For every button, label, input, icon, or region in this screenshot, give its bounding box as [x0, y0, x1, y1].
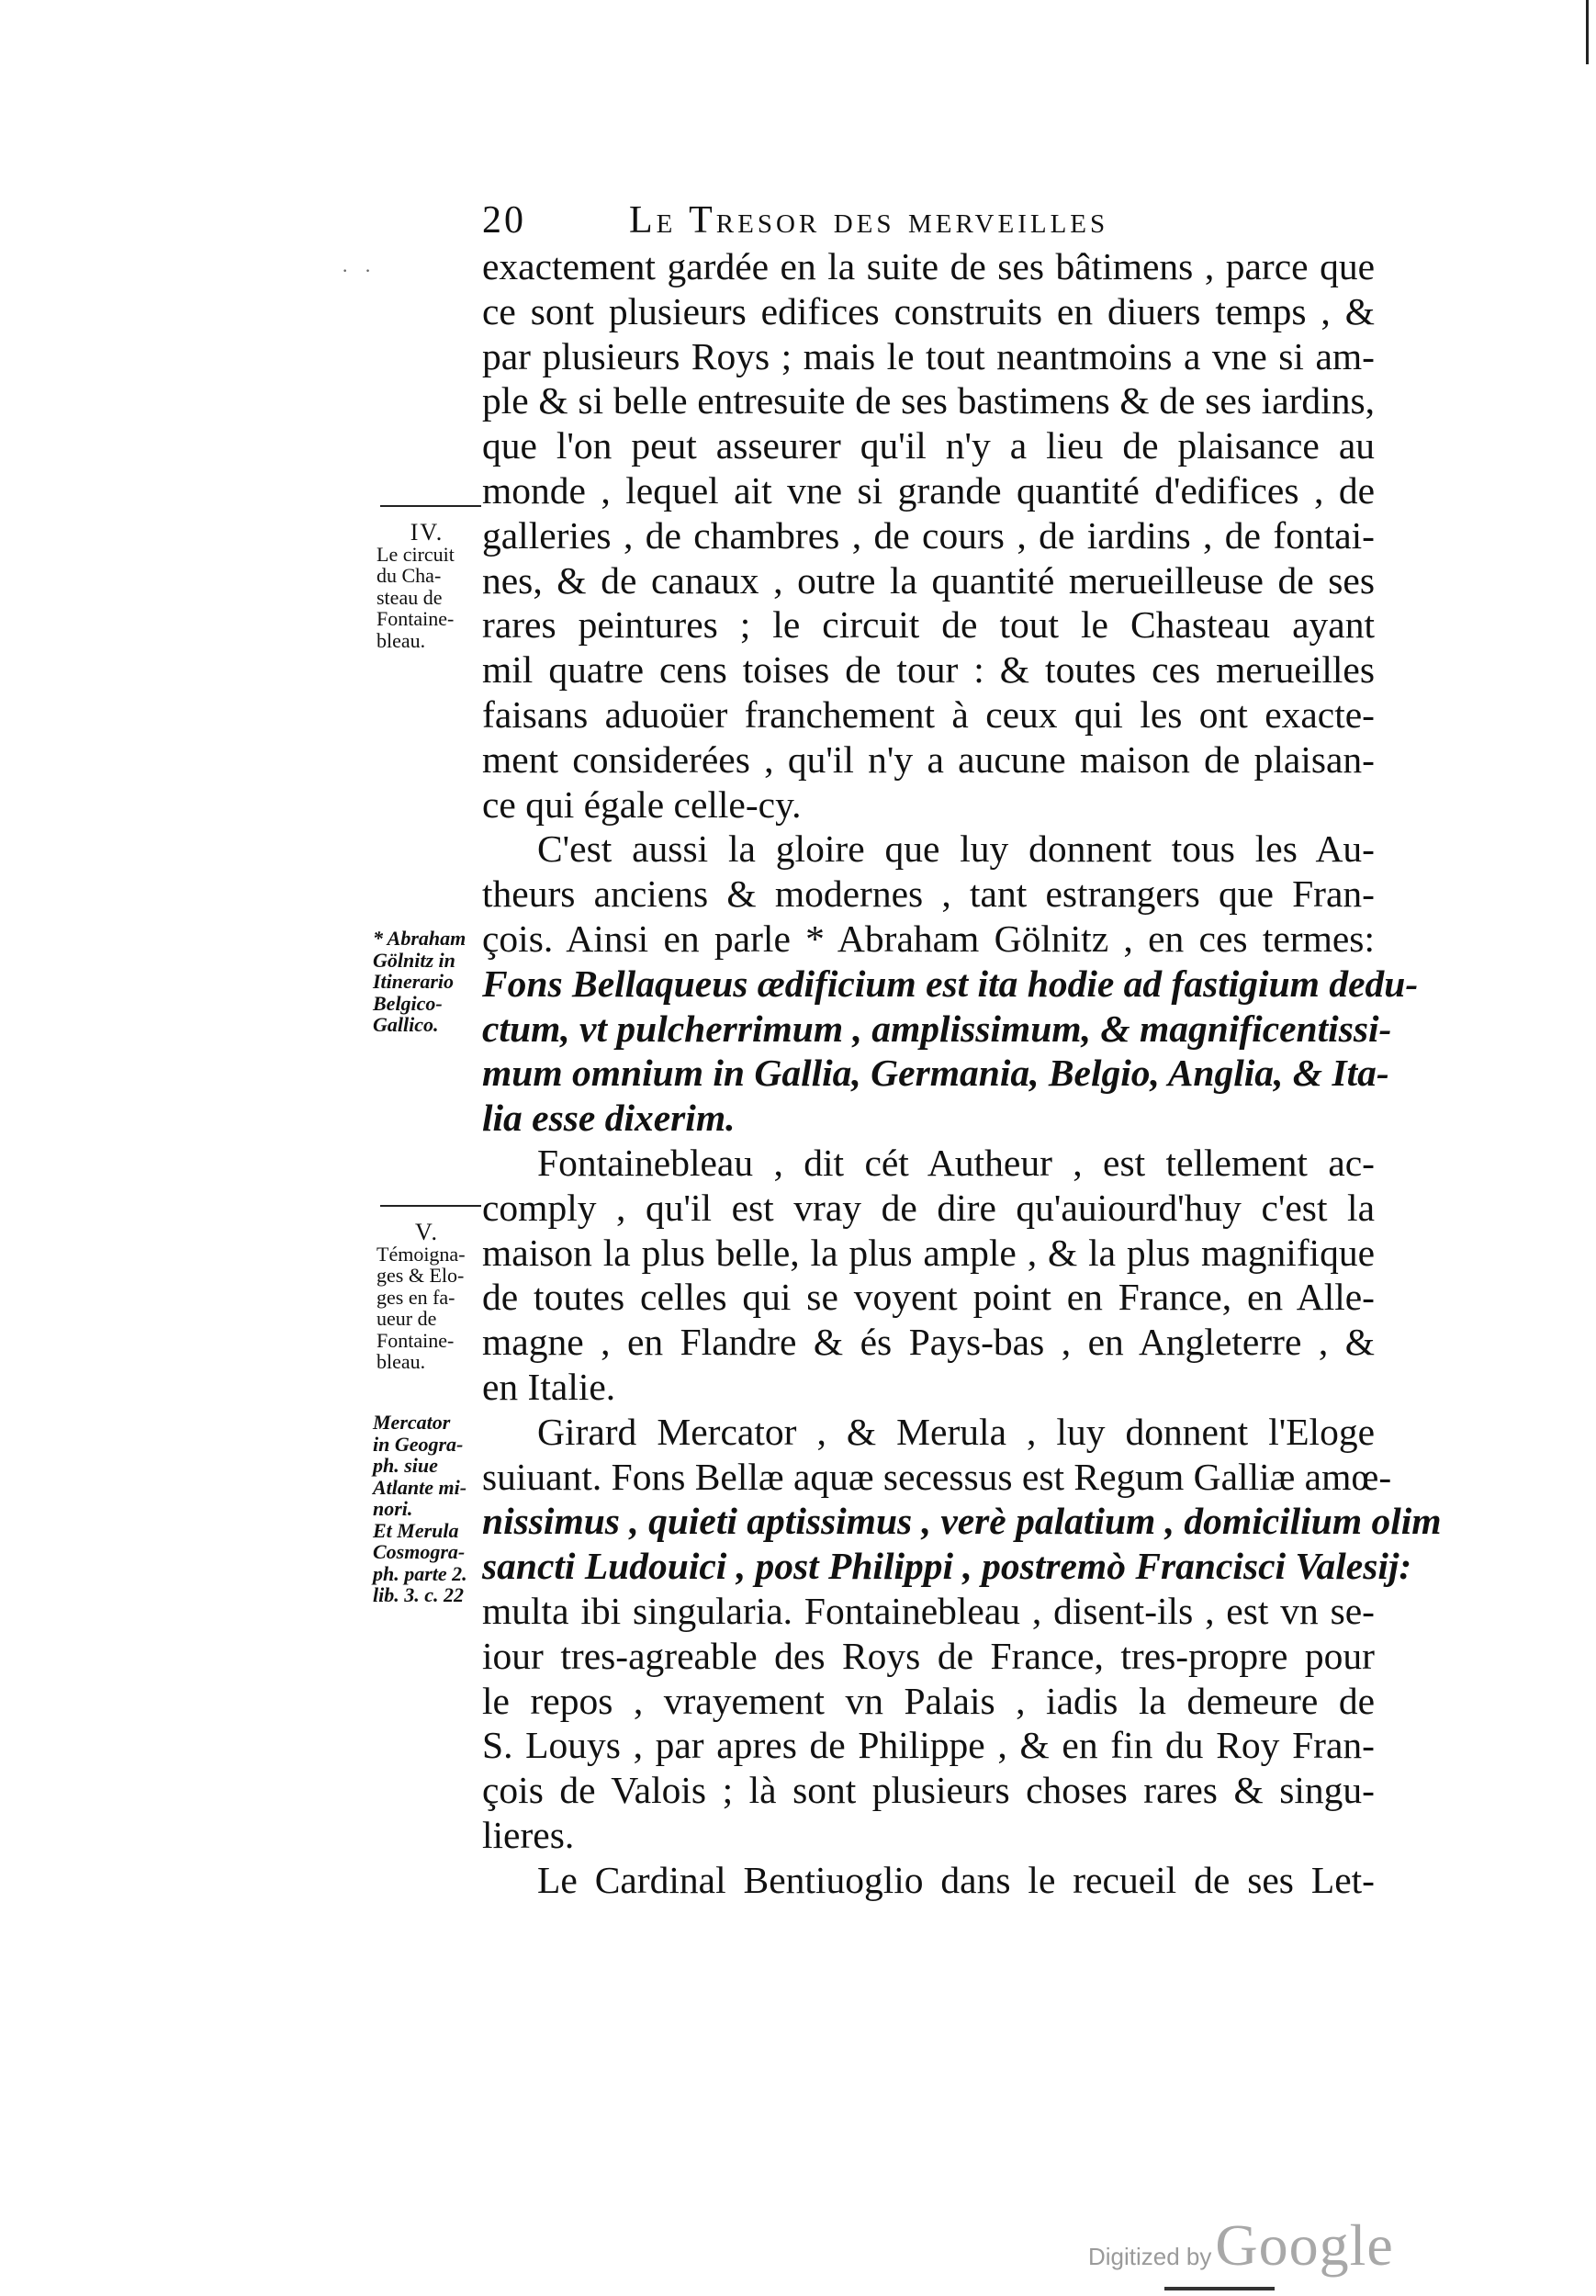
latin-quote-line: mum omnium in Gallia, Germania, Belgio, Anglia, & Ita- — [482, 1052, 1389, 1095]
digitized-watermark — [1088, 2212, 1394, 2279]
text-line: par plusieurs Roys ; mais le tout neantmoins a vne si am- — [482, 334, 1375, 377]
text-line: C'est aussi la gloire que luy donnent tous les Au- — [537, 827, 1375, 871]
margin-note-line: Itinerario — [373, 970, 455, 993]
text-line: theurs anciens & modernes , tant estrangers que Fran- — [482, 872, 1375, 916]
text-line: Fontainebleau , dit cét Autheur , est tellement ac- — [537, 1141, 1375, 1184]
margin-note-iv — [377, 505, 505, 651]
text-line: comply , qu'il est vray de dire qu'auiourd'huy c'est la — [482, 1186, 1375, 1229]
text-line: suiuant. Fons Bellæ aquæ secessus est Regum Galliæ amœ- — [482, 1455, 1392, 1498]
margin-note-v — [377, 1205, 505, 1373]
text-line: le repos , vrayement vn Palais , iadis la demeure de — [482, 1679, 1375, 1722]
margin-rule — [380, 1205, 481, 1207]
text-line: monde , lequel ait vne si grande quantité d'edifices , de — [482, 468, 1375, 512]
text-line: ce sont plusieurs edifices construits en diuers temps , & — [482, 289, 1375, 332]
text-line: que l'on peut asseurer qu'il n'y a lieu de plaisance au — [482, 424, 1375, 467]
text-line: Girard Mercator , & Merula , luy donnent l'Eloge — [537, 1410, 1375, 1453]
latin-quote-line: Fons Bellaqueus ædificium est ita hodie ad fastigium dedu- — [482, 962, 1419, 1005]
margin-note-line: * Abraham — [373, 927, 466, 950]
text-line: nes, & de canaux , outre la quantité merueilleuse de ses — [482, 558, 1375, 602]
text-line: ce qui égale celle-cy. — [482, 782, 802, 826]
margin-rule — [380, 505, 481, 507]
margin-note-line: Gölnitz in — [373, 948, 455, 972]
margin-note-line: ph. parte 2. — [373, 1561, 467, 1585]
margin-note-line: Cosmogra- — [373, 1540, 466, 1563]
margin-note-line: Le circuit — [377, 542, 455, 566]
margin-note-line: ges en fa- — [377, 1285, 455, 1309]
margin-note-line: ueur de — [377, 1307, 437, 1330]
margin-note-golnitz — [373, 928, 501, 1036]
text-line: ple & si belle entresuite de ses bastimens & de ses iardins, — [482, 379, 1375, 422]
watermark-prefix: Digitized by — [1088, 2243, 1212, 2270]
margin-note-line: Mercator — [373, 1411, 451, 1434]
text-line: mil quatre cens toises de tour : & toutes ces merueilles — [482, 648, 1375, 692]
page-number: 20 — [482, 199, 526, 242]
margin-note-number: V. — [415, 1219, 439, 1245]
text-line: en Italie. — [482, 1365, 616, 1408]
google-logo: Google — [1215, 2212, 1394, 2278]
text-line: galleries , de chambres , de cours , de iardins , de fontai- — [482, 513, 1375, 557]
margin-note-line: Fontaine- — [377, 1328, 455, 1352]
margin-note-line: Témoigna- — [377, 1242, 466, 1266]
text-line: çois de Valois ; là sont plusieurs choses rares & singu- — [482, 1769, 1375, 1812]
margin-note-line: nori. — [373, 1497, 413, 1520]
text-line: iour tres-agreable des Roys de France, tres-propre pour — [482, 1634, 1375, 1677]
text-line: maison la plus belle, la plus ample , & la plus magnifique — [482, 1231, 1375, 1274]
margin-note-line: Fontaine- — [377, 607, 455, 630]
margin-note-line: Atlante mi- — [373, 1475, 467, 1499]
text-line: magne , en Flandre & és Pays-bas , en Angleterre , & — [482, 1321, 1375, 1364]
text-line: Le Cardinal Bentiuoglio dans le recueil de ses Let- — [537, 1858, 1375, 1901]
margin-note-line: Belgico- — [373, 991, 443, 1015]
text-line: çois. Ainsi en parle * Abraham Gölnitz , en ces termes: — [482, 917, 1375, 960]
margin-note-line: bleau. — [377, 1350, 426, 1373]
text-line: de toutes celles qui se voyent point en France, en Alle- — [482, 1276, 1375, 1319]
text-line: lieres. — [482, 1813, 575, 1856]
running-header — [482, 198, 1272, 244]
margin-note-line: du Cha- — [377, 564, 442, 587]
body-text — [482, 244, 1442, 1902]
margin-note-line: steau de — [377, 585, 443, 609]
margin-note-line: Gallico. — [373, 1013, 439, 1036]
margin-specks: · · — [342, 259, 377, 282]
bottom-edge-rule — [1164, 2287, 1275, 2290]
text-line: multa ibi singularia. Fontainebleau , disent-ils , est vn se- — [482, 1589, 1375, 1632]
margin-note-line: ph. siue — [373, 1454, 438, 1477]
margin-note-number: IV. — [410, 519, 444, 546]
margin-note-line: lib. 3. c. 22 — [373, 1583, 464, 1606]
latin-quote-line: nissimus , quieti aptissimus , verè palatium , domicilium olim — [482, 1500, 1442, 1543]
page-edge-mark — [1586, 0, 1589, 64]
margin-note-line: bleau. — [377, 628, 426, 652]
margin-note-line: ges & Elo- — [377, 1264, 465, 1287]
margin-note-mercator — [373, 1412, 501, 1606]
latin-quote-line: ctum, vt pulcherrimum , amplissimum, & magnificentissi- — [482, 1007, 1392, 1050]
latin-quote-line: lia esse dixerim. — [482, 1097, 736, 1140]
text-line: faisans aduoüer franchement à ceux qui les ont exacte- — [482, 692, 1375, 736]
latin-quote-line: sancti Ludouici , post Philippi , postremò Francisci Valesij: — [482, 1545, 1412, 1588]
text-line: exactement gardée en la suite de ses bâtimens , parce que — [482, 245, 1375, 287]
running-title: Le Tresor des merveilles — [629, 199, 1109, 242]
text-line: ment considerées , qu'il n'y a aucune maison de plaisan- — [482, 737, 1375, 781]
margin-note-line: in Geogra- — [373, 1432, 464, 1456]
margin-note-line: Et Merula — [373, 1518, 459, 1542]
text-line: rares peintures ; le circuit de tout le Chasteau ayant — [482, 603, 1375, 647]
text-line: S. Louys , par apres de Philippe , & en fin du Roy Fran- — [482, 1724, 1375, 1767]
